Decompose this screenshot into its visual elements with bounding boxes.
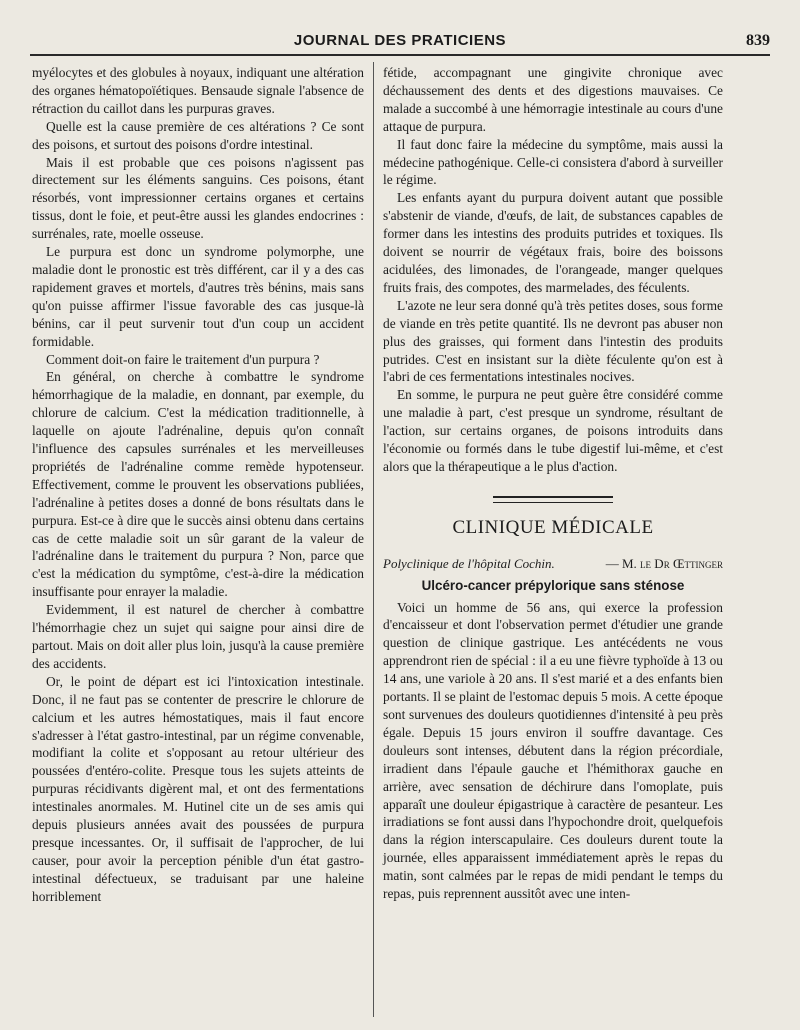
paragraph: Evidemment, il est naturel de chercher à combattre l'hémorrhagie chez un sujet qui saigne pour ainsi dire de partout. Mais on doit aller plus loin, jusqu'à la cause première des accidents. [32,602,364,671]
paragraph: Voici un homme de 56 ans, qui exerce la profession d'encaisseur et dont l'observation permet d'étudier une grande question de clinique gastrique. Les antécédents ne vous apprendront rien de spécial : il a eu une fièvre typhoïde à 13 ou 14 ans, une variole à 20 ans. Il s'est marié et a des enfants bien portants. Il se plaint de l'estomac depuis 5 mois. A cette époque sont survenues des douleurs quotidiennes d'intensité à peu près égale. Depuis 15 jours environ il souffre davantage. Ces douleurs sont intenses, débutent dans la région précordiale, irradient dans l'épaule gauche et l'hémithorax gauche en arrière, avec sensation de déchirure dans l'omoplate, puis apparaît une douleur épigastrique à caractère de pesanteur. Les irradiations se font aussi dans l'hypochondre droit, quelquefois dans la région interscapulaire. Ces douleurs durent toute la journée, elles apparaissent immédiatement après le repas du matin, sont calmées par le repas de midi pendant le temps du repas, puis reprennent aussitôt avec une inten- [383,599,723,902]
section-separator [493,496,613,503]
article-subtitle: Ulcéro-cancer prépylorique sans sténose [421,577,685,593]
article-byline [383,555,723,573]
paragraph: myélocytes et des globules à noyaux, indiquant une altération des organes hématopoïétiques. Bensaude signale l'absence de rétraction du caillot dans les purpuras graves. [32,65,364,116]
right-column [383,64,723,903]
section-title: CLINIQUE MÉDICALE [452,516,654,538]
paragraph: Quelle est la cause première de ces altérations ? Ce sont des poisons, et surtout des poisons d'ordre intestinal. [32,118,364,152]
article-author: — M. le Dr Œttinger [605,555,723,571]
column-divider [373,62,374,1017]
page-number: 839 [746,32,770,49]
left-column [32,64,364,906]
paragraph: L'azote ne leur sera donné qu'à très petites doses, sous forme de viande en très petite quantité. Ils ne devront pas abuser non plus des graisses, qui forment dans l'intestin des produits putrides. C'est en insistant sur la diète féculente qu'on est à l'abri de ces fermentations intestinales nocives. [383,297,723,385]
paragraph: Le purpura est donc un syndrome polymorphe, une maladie dont le pronostic est très différent, car il y a des cas rapidement graves et mortels, d'autres très bénins, mais sans qu'on puisse affirmer l'issue favorable des cas jusque-là bénins, car il peut survenir tout d'un coup un accident formidable. [32,244,364,349]
paragraph: En somme, le purpura ne peut guère être considéré comme une maladie à part, c'est presque un syndrome, résultant de l'action, sur certains organes, de poisons introduits dans l'économie ou formés dans le tube digestif lui-même, et c'est alors que la thérapeutique a le plus d'action. [383,387,723,474]
paragraph: Il faut donc faire la médecine du symptôme, mais aussi la médecine pathogénique. Celle-ci consistera d'abord à surveiller le régime. [383,136,723,188]
paragraph: Comment doit-on faire le traitement d'un purpura ? [46,351,320,367]
journal-title: JOURNAL DES PRATICIENS [293,32,507,49]
paragraph: Mais il est probable que ces poisons n'agissent pas directement sur les éléments sanguins. Ces poisons, étant résorbés, vont impressionner certains organes et certains tissus, dont le foie, et peut-être aussi les glandes endocrines : surrénales, rate, moelle osseuse. [32,154,364,242]
paragraph: Les enfants ayant du purpura doivent autant que possible s'abstenir de viande, d'œufs, de lait, de substances capables de former dans les intestins des produits putrides et toxiques. Ils doivent se nourrir de végétaux frais, boire des boissons acidulées, des limonades, de l'orangeade, manger quelques fruits frais, des compotes, des marmelades, des féculents. [383,190,723,295]
paragraph: fétide, accompagnant une gingivite chronique avec déchaussement des dents et des digestions mauvaises. Ce malade a succombé à une hémorragie intestinale au cours d'une attaque de purpura. [383,65,723,134]
running-header [30,28,770,56]
article-place: Polyclinique de l'hôpital Cochin. [383,555,555,571]
paragraph: En général, on cherche à combattre le syndrome hémorrhagique de la maladie, en donnant, par exemple, du chlorure de calcium. C'est la médication traditionnelle, à laquelle on ajoute l'adrénaline, depuis qu'on connaît l'influence des capsules surrénales et les merveilleuses propriétés de l'adrénaline comme remède hypotenseur. Effectivement, comme le prouvent les observations publiées, l'adrénaline à petites doses a donné de bons résultats dans le purpura. Est-ce à dire que le succès ainsi obtenu dans certains cas de cette maladie soit un sûr garant de la valeur de l'adrénaline dans le traitement du purpura ? Non, parce que c'est la médication du symptôme, c'est-à-dire la médication insuffisante pour enrayer la maladie. [32,369,364,600]
paragraph: Or, le point de départ est ici l'intoxication intestinale. Donc, il ne faut pas se contenter de prescrire le chlorure de calcium et les autres hémostatiques, mais il faut encore s'adresser à l'état gastro-intestinal, par un régime convenable, modifiant la colite et s'opposant au retour ultérieur des poussées d'entéro-colite. Presque tous les sujets atteints de purpuras récidivants digèrent mal, et ont des fermentations intestinales anormales. M. Hutinel cite un de ses amis qui depuis plusieurs années avait des poussées de purpura presque incessantes. Or, il suffisait de l'approcher, de lui causer, pour avoir la perception pénible d'un état gastro-intestinal défectueux, se traduisant par une haleine horriblement [32,673,364,904]
